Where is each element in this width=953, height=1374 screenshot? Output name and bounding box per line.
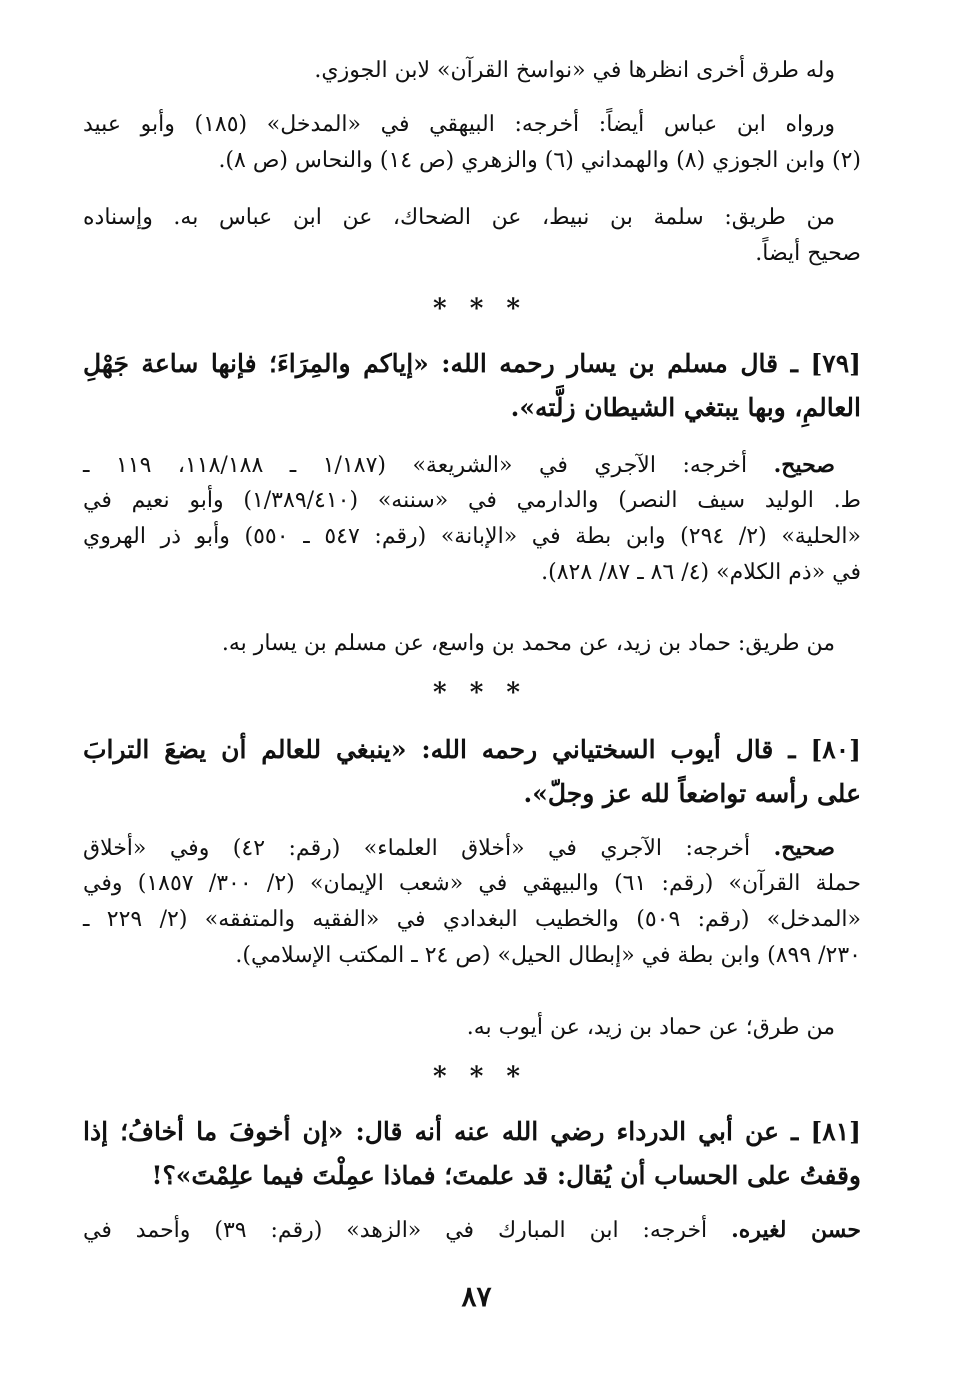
section-separator: * * * (433, 294, 520, 324)
text-line: صحيح أيضاً. (755, 241, 861, 266)
grade-label: صحيح. (773, 835, 835, 861)
text-line (83, 830, 861, 866)
intro-paragraph-2 (83, 107, 861, 179)
intro-paragraph-1 (83, 53, 861, 89)
text-line: ورواه ابن عباس أيضاً: أخرجه: البيهقي في «المدخل» (١٨٥) وأبو عبيد (83, 112, 836, 137)
section-separator: * * * (433, 1062, 520, 1092)
page-number: ٨٧ (461, 1280, 492, 1313)
text-line: «الحلية» (٢/ ٢٩٤) وابن بطة في «الإبانة» (رقم: ٥٤٧ ـ ٥٥٠) وأبو ذر الهروي (83, 524, 861, 549)
grade-label: حسن لغيره. (731, 1217, 862, 1243)
entry-80-heading (83, 728, 861, 816)
text-line: وله طرق أخرى انظرها في «نواسخ القرآن» لابن الجوزي. (314, 58, 835, 83)
text-line: في «ذم الكلام» (٤/ ٨٦ ـ ٨٧/ ٨٢٨). (541, 560, 861, 585)
text-line (83, 447, 861, 483)
entry-79-chain (83, 626, 861, 662)
text-line: من طريق: حماد بن زيد، عن محمد بن واسع، عن مسلم بن يسار به. (221, 631, 835, 656)
entry-79-heading (83, 342, 861, 430)
heading-line: على رأسه تواضعاً لله عز وجلّ». (523, 779, 861, 808)
entry-80-body (83, 830, 861, 974)
text-span: أخرجه: الآجري في «الشريعة» (١/١٨٧ ـ ١١٨/١٨٨، ١١٩ ـ (83, 453, 748, 478)
heading-line: [٨١] ـ عن أبي الدرداء رضي الله عنه أنه قال: «إن أخوفَ ما أخافُ؛ إذا (83, 1117, 861, 1146)
text-line: من طرق؛ عن حماد بن زيد، عن أيوب به. (466, 1015, 835, 1040)
entry-81-body (83, 1212, 861, 1248)
heading-line: العالمِ، وبها يبتغي الشيطان زلَّته». (510, 393, 861, 422)
text-line: «المدخل» (رقم: ٥٠٩) والخطيب البغدادي في «الفقيه والمتفقه» (٢/ ٢٢٩ ـ (83, 907, 861, 932)
grade-label: صحيح. (773, 452, 835, 478)
text-span: أخرجه: ابن المبارك في «الزهد» (رقم: ٣٩) وأحمد في (83, 1218, 708, 1243)
text-line: ٢٣٠/ ٨٩٩) وابن بطة في «إبطال الحيل» (ص ٢٤ ـ المكتب الإسلامي). (235, 943, 861, 968)
heading-line: [٨٠] ـ قال أيوب السختياني رحمه الله: «ينبغي للعالم أن يضعَ الترابَ (83, 735, 861, 764)
text-span: أخرجه: الآجري في «أخلاق العلماء» (رقم: ٤٢) وفي «أخلاق (83, 836, 751, 861)
heading-line: وقفتُ على الحساب أن يُقال: قد علمتَ؛ فماذا عمِلْتَ فيما علِمْتَ»؟! (151, 1161, 861, 1190)
text-line (83, 1212, 861, 1248)
text-line: ط. الوليد سيف النصر) والدارمي في «سننه» (١/٣٨٩/٤١٠) وأبو نعيم في (83, 488, 861, 513)
text-line: من طريق: سلمة بن نبيط، عن الضحاك، عن ابن عباس به. وإسناده (83, 205, 835, 230)
entry-79-body (83, 447, 861, 591)
entry-80-chain (83, 1010, 861, 1046)
text-line: حملة القرآن» (رقم: ٦١) والبيهقي في «شعب الإيمان» (٢/ ٣٠٠/ ١٨٥٧) وفي (83, 871, 862, 896)
intro-paragraph-3 (83, 200, 861, 272)
entry-81-heading (83, 1110, 861, 1198)
heading-line: [٧٩] ـ قال مسلم بن يسار رحمه الله: «إياكم والمِرَاءَ؛ فإنها ساعة جَهْلِ (83, 349, 861, 378)
text-line: (٢) وابن الجوزي (٨) والهمداني (٦) والزهري (ص ١٤) والنحاس (ص ٨). (218, 148, 861, 173)
section-separator: * * * (433, 678, 520, 708)
